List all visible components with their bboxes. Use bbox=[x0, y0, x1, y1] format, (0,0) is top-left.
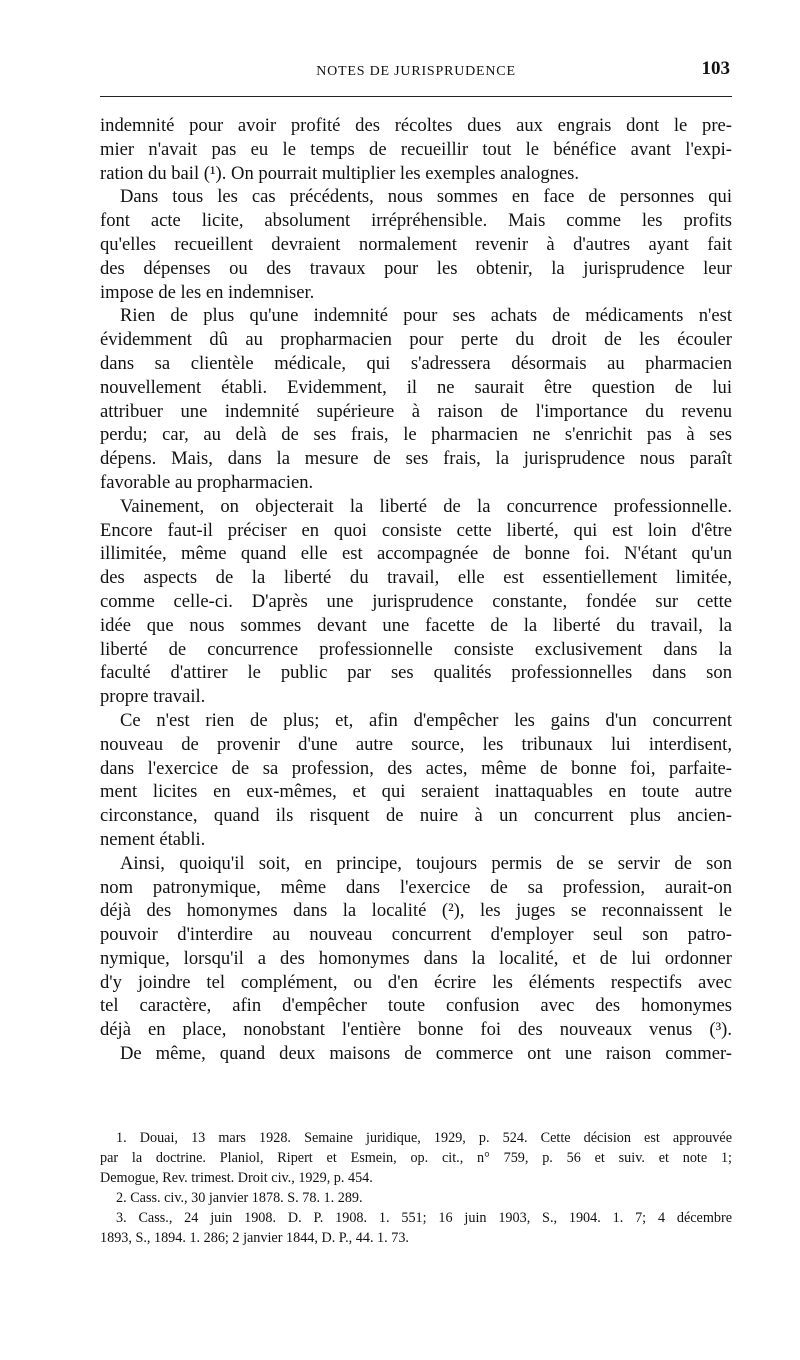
text-line: ration du bail (¹). On pourrait multiplier les exemples analognes. bbox=[100, 162, 580, 184]
footnote-line: par la doctrine. Planiol, Ripert et Esmein, op. cit., n° 759, p. 56 et suiv. et note 1; bbox=[100, 1150, 732, 1166]
text-line: liberté de concurrence professionnelle consiste exclusivement dans la bbox=[100, 638, 732, 660]
header-rule bbox=[100, 96, 732, 97]
text-line: indemnité pour avoir profité des récoltes dues aux engrais dont le pre- bbox=[100, 115, 732, 136]
text-line: des dépenses ou des travaux pour les obtenir, la jurisprudence leur bbox=[100, 257, 732, 279]
footnote-line: 3. Cass., 24 juin 1908. D. P. 1908. 1. 551; 16 juin 1903, S., 1904. 1. 7; 4 décembre bbox=[116, 1210, 732, 1226]
text-line: nement établi. bbox=[100, 828, 206, 850]
text-line: mier n'avait pas eu le temps de recueillir tout le bénéfice avant l'expi- bbox=[100, 138, 732, 160]
footnote-line: 2. Cass. civ., 30 janvier 1878. S. 78. 1. 289. bbox=[116, 1190, 363, 1206]
text-line: déjà des homonymes dans la localité (²), les juges se reconnaissent le bbox=[100, 900, 732, 922]
text-line: Ainsi, quoiqu'il soit, en principe, toujours permis de se servir de son bbox=[120, 852, 732, 874]
text-line: ment licites en eux-mêmes, et qui seraient inattaquables en toute autre bbox=[100, 781, 732, 803]
text-line: idée que nous sommes devant une facette de la liberté du travail, la bbox=[100, 614, 732, 636]
text-line: nom patronymique, même dans l'exercice de sa profession, aurait-on bbox=[100, 876, 732, 898]
text-line: d'y joindre tel complément, ou d'en écrire les éléments respectifs avec bbox=[100, 971, 732, 993]
text-line: des aspects de la liberté du travail, elle est essentiellement limitée, bbox=[100, 567, 732, 589]
footnote-line: Demogue, Rev. trimest. Droit civ., 1929, p. 454. bbox=[100, 1170, 373, 1186]
text-line: dépens. Mais, dans la mesure de ses frais, la jurisprudence nous paraît bbox=[100, 448, 732, 470]
text-line: Vainement, on objecterait la liberté de la concurrence professionnelle. bbox=[120, 495, 732, 517]
text-line: Ce n'est rien de plus; et, afin d'empêcher les gains d'un concurrent bbox=[120, 709, 732, 731]
body-text bbox=[100, 114, 732, 1066]
text-line: perdu; car, au delà de ses frais, le pharmacien ne s'enrichit pas à ses bbox=[100, 424, 732, 446]
text-line: nouveau de provenir d'une autre source, les tribunaux lui interdisent, bbox=[100, 733, 732, 755]
text-line: qu'elles recueillent devraient normalement revenir à d'autres ayant fait bbox=[100, 233, 732, 255]
page-number: 103 bbox=[701, 58, 730, 79]
text-line: propre travail. bbox=[100, 686, 206, 708]
text-line: impose de les en indemniser. bbox=[100, 281, 315, 303]
text-line: faculté d'attirer le public par ses qualités professionnelles dans son bbox=[100, 662, 732, 684]
text-line: illimitée, même quand elle est accompagnée de bonne foi. N'étant qu'un bbox=[100, 543, 732, 565]
text-line: comme celle-ci. D'après une jurisprudence constante, fondée sur cette bbox=[100, 590, 732, 612]
footnotes bbox=[100, 1128, 732, 1248]
page-header bbox=[100, 58, 732, 88]
text-line: évidemment dû au propharmacien pour perte du droit de les écouler bbox=[100, 329, 732, 351]
text-line: déjà en place, nonobstant l'entière bonne foi des nouveaux venus (³). bbox=[100, 1019, 732, 1041]
text-line: nymique, lorsqu'il a des homonymes dans la localité, et de lui ordonner bbox=[100, 947, 732, 969]
text-line: Encore faut-il préciser en quoi consiste cette liberté, qui est loin d'être bbox=[100, 519, 732, 541]
text-line: attribuer une indemnité supérieure à raison de l'importance du revenu bbox=[100, 400, 732, 422]
text-line: De même, quand deux maisons de commerce ont une raison commer- bbox=[120, 1043, 732, 1065]
running-title: NOTES DE JURISPRUDENCE bbox=[316, 64, 516, 79]
text-line: favorable au propharmacien. bbox=[100, 471, 314, 493]
footnote-line: 1893, S., 1894. 1. 286; 2 janvier 1844, D. P., 44. 1. 73. bbox=[100, 1230, 409, 1246]
text-line: nouvellement établi. Evidemment, il ne saurait être question de lui bbox=[100, 376, 732, 398]
footnote-line: 1. Douai, 13 mars 1928. Semaine juridique, 1929, p. 524. Cette décision est approuvée bbox=[116, 1130, 732, 1146]
text-line: Rien de plus qu'une indemnité pour ses achats de médicaments n'est bbox=[120, 305, 732, 327]
text-line: circonstance, quand ils risquent de nuire à un concurrent plus ancien- bbox=[100, 805, 732, 827]
text-line: tel caractère, afin d'empêcher toute confusion avec des homonymes bbox=[100, 995, 732, 1017]
text-line: Dans tous les cas précédents, nous sommes en face de personnes qui bbox=[120, 186, 732, 208]
text-line: dans sa clientèle médicale, qui s'adressera désormais au pharmacien bbox=[100, 352, 732, 374]
text-line: pouvoir d'interdire au nouveau concurrent d'employer seul son patro- bbox=[100, 924, 732, 946]
text-line: font acte licite, absolument irrépréhensible. Mais comme les profits bbox=[100, 210, 732, 232]
text-line: dans l'exercice de sa profession, des actes, même de bonne foi, parfaite- bbox=[100, 757, 732, 779]
